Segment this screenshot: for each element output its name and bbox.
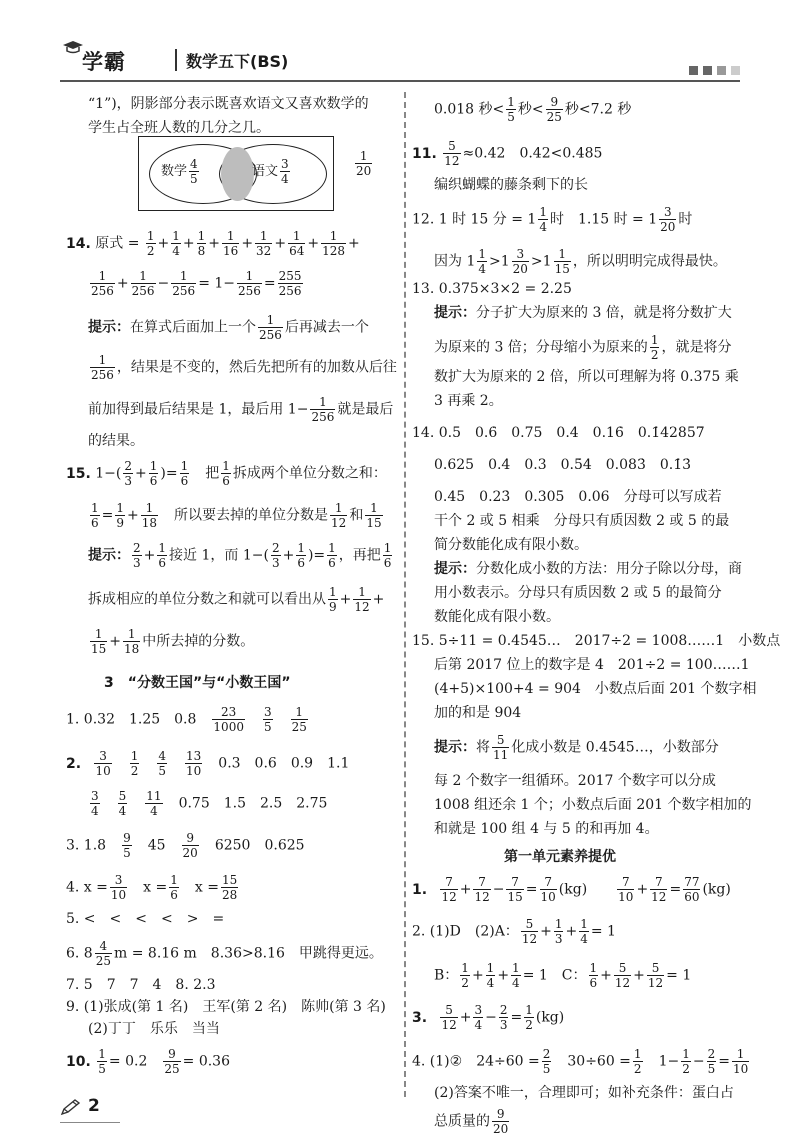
r-answer-15-4: 加的和是 904 [434, 705, 522, 721]
r-answer-15-3: (4+5)×100+4 = 904 小数点后面 201 个数字相 [434, 681, 757, 697]
page-header [60, 38, 740, 84]
r-answer-12-2: 因为 1 $\frac{1}{4}$ >1 $\frac{3}{20}$ >1 $\frac{1}{15}$ ，所以明明完成得最快。 [434, 247, 727, 276]
page-number: 2 [88, 1096, 100, 1116]
u-answer-4-2: (2)答案不唯一，合理即可；如补充条件：蛋白占 [434, 1085, 734, 1101]
q15-line-1: 15. 1−( $\frac{2}{3}$ + $\frac{1}{6}$ )= $\frac{1}{6}$ 把 $\frac{1}{6}$ 拆成两个单位分数之和： [66, 459, 387, 488]
r-hint-13-1: 提示：分子扩大为原来的 3 倍，就是将分数扩大 [434, 305, 732, 321]
rest-label: $\frac{1}{20}$ [356, 149, 372, 178]
subject-title: 数学五下(BS) [186, 52, 289, 71]
r-hint-14-2: 用小数表示。分母只有质因数 2 或 5 的最简分 [434, 585, 722, 601]
s3-answer-6: 6. 8 $\frac{4}{25}$ m = 8.16 m 8.36>8.16 甲跳得更远。 [66, 939, 383, 968]
q15-hint-2: 拆成相应的单位分数之和就可以看出从 $\frac{1}{9}$ + $\frac{1}{12}$ + [88, 585, 385, 614]
brand-logo [60, 38, 160, 78]
graduation-cap-icon [62, 40, 84, 54]
s3-answer-9-1: 9. (1)张成(第 1 名) 王军(第 2 名) 陈帅(第 3 名) [66, 999, 386, 1015]
unit-heading: 第一单元素养提优 [504, 849, 616, 865]
r-hint-15-2: 每 2 个数字一组循环。2017 个数字可以分成 [434, 773, 716, 789]
u-answer-4-3: 总质量的 $\frac{9}{20}$ [434, 1107, 509, 1136]
r-hint-13-2: 为原来的 3 倍；分母缩小为原来的 $\frac{1}{2}$ ，就是将分 [434, 333, 732, 362]
r-answer-14-5: 简分数能化成有限小数。 [434, 537, 588, 553]
q14-hint-1: 提示：在算式后面加上一个 $\frac{1}{256}$ 后再减去一个 [88, 313, 369, 342]
s3-answer-1: 1. 0.32 1.25 0.8 $\frac{23}{1000}$ $\frac{3}{5}$ $\frac{1}{25}$ [66, 705, 307, 734]
section-3-heading: 3 “分数王国”与“小数王国” [104, 675, 291, 691]
q13-continuation-1: “1”)，阴影部分表示既喜欢语文又喜欢数学的 [88, 96, 369, 112]
q15-hint-3: $\frac{1}{15}$ + $\frac{1}{18}$ 中所去掉的分数。 [91, 627, 255, 656]
q14-hint-4: 的结果。 [88, 433, 144, 449]
r-answer-14-1: 14. 0.5 0.6̇ 0.75 0.4 0.16̇ 0.1̇42857̇ [412, 425, 705, 441]
header-decoration [689, 66, 740, 75]
r-answer-13: 13. 0.375×3×2 = 2.25 [412, 281, 572, 297]
page-footer [60, 1094, 160, 1124]
r-continuation: 0.018 秒< $\frac{1}{5}$ 秒< $\frac{9}{25}$ 秒<7.2 秒 [434, 95, 632, 124]
r-answer-15-1: 15. 5÷11 = 0.4545… 2017÷2 = 1008……1 小数点 [412, 633, 781, 649]
q14-hint-2: $\frac{1}{256}$ ，结果是不变的，然后先把所有的加数从后往 [91, 353, 397, 382]
r-hint-14-3: 数能化成有限小数。 [434, 609, 560, 625]
brand-name: 学霸 [82, 50, 126, 74]
s3-answer-9-2: (2)丁丁 乐乐 当当 [88, 1021, 220, 1037]
math-label: 数学 $\frac{4}{5}$ [161, 157, 198, 186]
r-answer-14-2: 0.625 0.4̇ 0.3 0.5̇4̇ 0.083̇ 0.1̇3̇ [434, 457, 692, 473]
q15-hint-1: 提示： $\frac{2}{3}$ + $\frac{1}{6}$ 接近 1，而 1−( $\frac{2}{3}$ + $\frac{1}{6}$ )= $\frac{1}{6}$ ，再把 $\frac{1}{6}$ [88, 541, 392, 570]
pencil-icon [60, 1098, 82, 1116]
r-hint-15-1: 提示：将 $\frac{5}{11}$ 化成小数是 0.4545…，小数部分 [434, 733, 719, 762]
u-answer-2-2: B： $\frac{1}{2}$ + $\frac{1}{4}$ + $\frac{1}{4}$ = 1 C： $\frac{1}{6}$ + $\frac{5}{12}$ + $\frac{5}{12}$ = 1 [434, 961, 692, 990]
q13-continuation-2: 学生占全班人数的几分之几。 [88, 120, 270, 136]
u-answer-1: 1. $\frac{7}{12}$ + $\frac{7}{12}$ − $\frac{7}{15}$ = $\frac{7}{10}$ (kg) $\frac{7}{10}$ + $\frac{7}{12}$ = $\frac{77}{60}$ (kg) [412, 875, 731, 904]
s3-answer-2: 2. $\frac{3}{10}$ $\frac{1}{2}$ $\frac{4}{5}$ $\frac{13}{10}$ 0.3 0.6 0.9 1.1 [66, 749, 350, 778]
r-answer-11: 11. $\frac{5}{12}$ ≈0.42 0.42<0.485 [412, 139, 603, 168]
q14-hint-3: 前加得到最后结果是 1，最后用 1− $\frac{1}{256}$ 就是最后 [88, 395, 394, 424]
chinese-label: 语文 $\frac{3}{4}$ [252, 157, 289, 186]
s3-answer-3: 3. 1.8 $\frac{9}{5}$ 45 $\frac{9}{20}$ 6250 0.625 [66, 831, 305, 860]
r-answer-15-2: 后第 2017 位上的数字是 4 201÷2 = 100……1 [434, 657, 750, 673]
overlap-shaded [221, 147, 254, 201]
r-answer-12: 12. 1 时 15 分 = 1 $\frac{1}{4}$ 时 1.15 时 = 1 $\frac{3}{20}$ 时 [412, 205, 693, 234]
s3-answer-2b: $\frac{3}{4}$ $\frac{5}{4}$ $\frac{11}{4}$ 0.75 1.5 2.5 2.75 [91, 789, 328, 818]
s3-answer-7-8: 7. 5 7 7 4 8. 2.3 [66, 977, 216, 993]
u-answer-3: 3. $\frac{5}{12}$ + $\frac{3}{4}$ − $\frac{2}{3}$ = $\frac{1}{2}$ (kg) [412, 1003, 565, 1032]
footer-rule [60, 1122, 120, 1123]
r-hint-15-4: 和就是 100 组 4 与 5 的和再加 4。 [434, 821, 659, 837]
s3-answer-4: 4. x = $\frac{3}{10}$ x = $\frac{1}{6}$ x = $\frac{15}{28}$ [66, 873, 238, 902]
r-hint-14-1: 提示：分数化成小数的方法：用分子除以分母，商 [434, 561, 742, 577]
r-hint-13-3: 数扩大为原来的 2 倍，所以可理解为将 0.375 乘 [434, 369, 739, 385]
s3-answer-10: 10. $\frac{1}{5}$ = 0.2 $\frac{9}{25}$ = 0.36 [66, 1047, 230, 1076]
u-answer-2-1: 2. (1)D (2)A： $\frac{5}{12}$ + $\frac{1}{3}$ + $\frac{1}{4}$ = 1 [412, 917, 616, 946]
r-answer-14-3: 0.45 0.23̇ 0.305̇ 0.06 分母可以写成若 [434, 489, 722, 505]
r-answer-14-4: 干个 2 或 5 相乘 分母只有质因数 2 或 5 的最 [434, 513, 730, 529]
venn-diagram [138, 136, 372, 211]
s3-answer-5: 5. < < < < > = [66, 911, 225, 927]
q14-line-1: 14. 原式 = $\frac{1}{2}$ + $\frac{1}{4}$ + $\frac{1}{8}$ + $\frac{1}{16}$ + $\frac{1}{32}$ + $\frac{1}{64}$ + $\frac{1}{128}$ + [66, 229, 360, 258]
u-answer-4-1: 4. (1)② 24÷60 = $\frac{2}{5}$ 30÷60 = $\frac{1}{2}$ 1− $\frac{1}{2}$ − $\frac{2}{5}$ = $\frac{1}{10}$ [412, 1047, 749, 1076]
q15-line-2: $\frac{1}{6}$ = $\frac{1}{9}$ + $\frac{1}{18}$ 所以要去掉的单位分数是 $\frac{1}{12}$ 和 $\frac{1}{15}$ [91, 501, 382, 530]
q14-line-2: $\frac{1}{256}$ + $\frac{1}{256}$ − $\frac{1}{256}$ = 1− $\frac{1}{256}$ = $\frac{255}{256}$ [91, 269, 302, 298]
r-answer-11-2: 编织蝴蝶的藤条剩下的长 [434, 177, 588, 193]
column-divider [404, 92, 406, 1097]
r-hint-13-4: 3 再乘 2。 [434, 393, 503, 409]
header-separator [175, 49, 177, 71]
r-hint-15-3: 1008 组还余 1 个；小数点后面 201 个数字相加的 [434, 797, 752, 813]
header-rule [60, 80, 740, 82]
